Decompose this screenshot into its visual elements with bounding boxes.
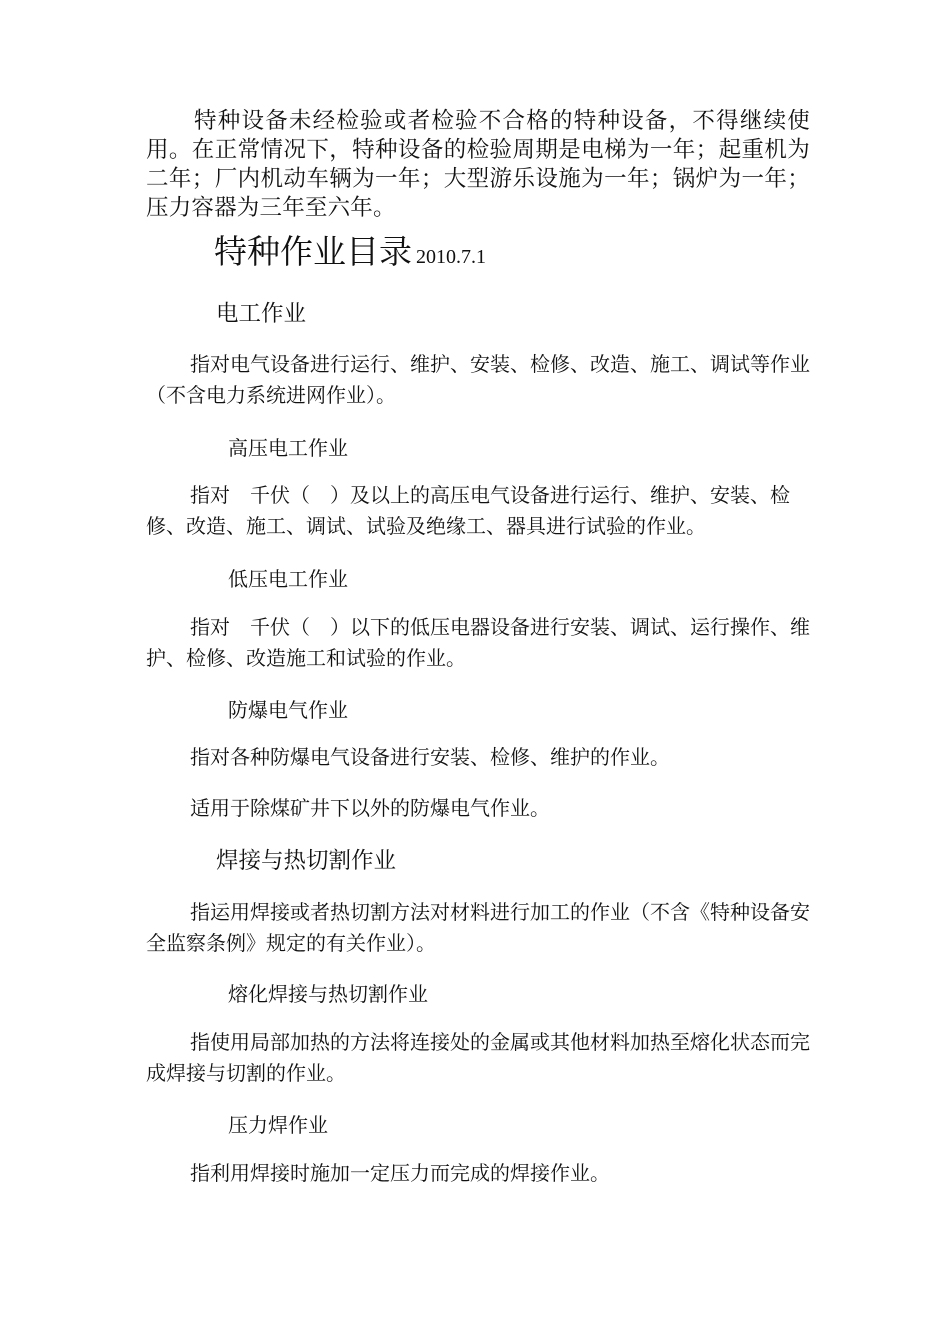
title-row	[214, 226, 486, 273]
paragraph-fusion-welding: 指使用局部加热的方法将连接处的金属或其他材料加热至熔化状态而完成焊接与切割的作业。	[146, 1030, 810, 1085]
heading-high-voltage: 高压电工作业	[228, 436, 348, 460]
heading-fusion-welding: 熔化焊接与热切割作业	[228, 982, 428, 1006]
document-title: 特种作业目录	[214, 232, 412, 271]
paragraph-explosion-proof-2: 适用于除煤矿井下以外的防爆电气作业。	[190, 796, 550, 820]
title-date: 2010.7.1	[416, 246, 486, 268]
heading-explosion-proof: 防爆电气作业	[228, 698, 348, 722]
heading-low-voltage: 低压电工作业	[228, 567, 348, 591]
heading-welding: 焊接与热切割作业	[216, 848, 397, 874]
paragraph-pressure-welding: 指利用焊接时施加一定压力而完成的焊接作业。	[190, 1161, 610, 1185]
paragraph-explosion-proof-1: 指对各种防爆电气设备进行安装、检修、维护的作业。	[190, 745, 670, 769]
paragraph-electrical: 指对电气设备进行运行、维护、安装、检修、改造、施工、调试等作业（不含电力系统进网作业）。	[146, 352, 810, 407]
intro-paragraph: 特种设备未经检验或者检验不合格的特种设备，不得继续使用。在正常情况下，特种设备的检验周期是电梯为一年；起重机为二年；厂内机动车辆为一年；大型游乐设施为一年；锅炉为一年；压力容器为三年至六年。	[146, 108, 810, 221]
paragraph-low-voltage: 指对 千伏（ ）以下的低压电器设备进行安装、调试、运行操作、维护、检修、改造施工和试验的作业。	[146, 615, 810, 670]
paragraph-welding: 指运用焊接或者热切割方法对材料进行加工的作业（不含《特种设备安全监察条例》规定的有关作业）。	[146, 900, 810, 955]
heading-pressure-welding: 压力焊作业	[228, 1113, 328, 1137]
heading-electrical: 电工作业	[216, 301, 307, 327]
paragraph-high-voltage: 指对 千伏（ ）及以上的高压电气设备进行运行、维护、安装、检修、改造、施工、调试、试验及绝缘工、器具进行试验的作业。	[146, 483, 790, 538]
